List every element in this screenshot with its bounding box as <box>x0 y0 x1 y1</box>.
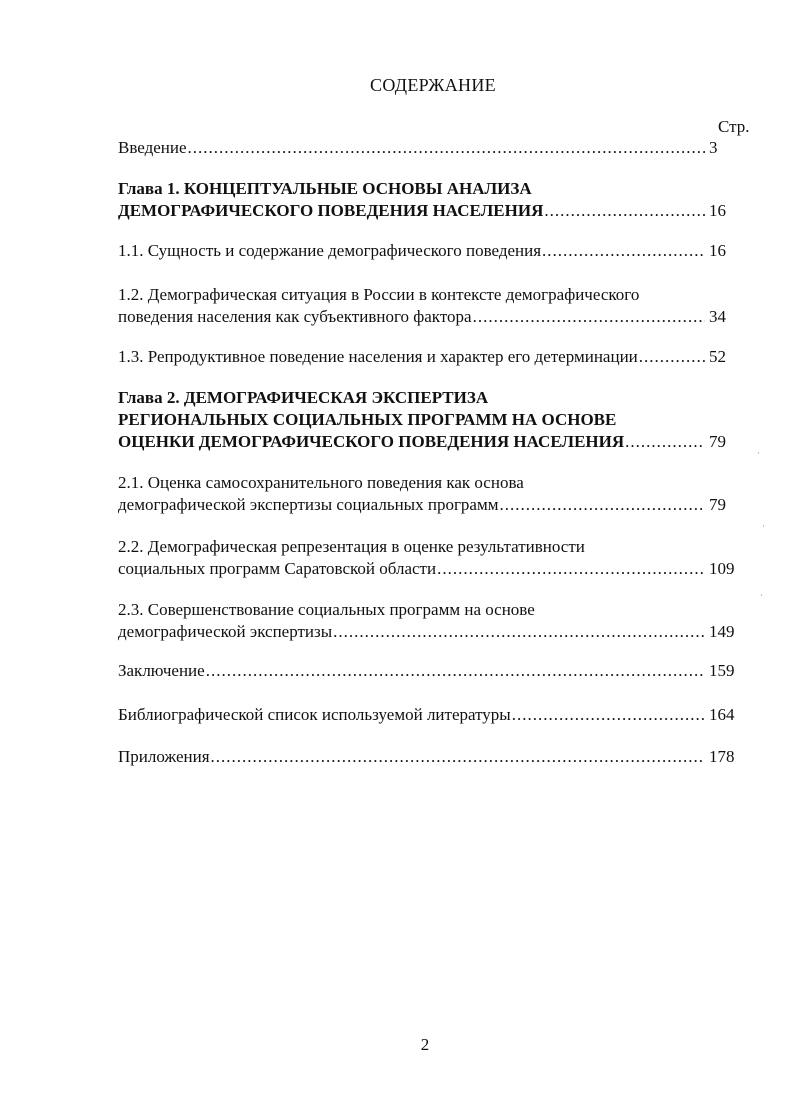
toc-page-number: 34 <box>709 307 726 326</box>
toc-leader-dots <box>333 621 705 643</box>
toc-entry <box>118 284 743 328</box>
toc-entry-text: Введение <box>118 138 187 157</box>
toc-page-number: 52 <box>709 347 726 366</box>
toc-entry-line <box>118 346 743 368</box>
toc-entry-text: 1.3. Репродуктивное поведение населения и характер его детерминации <box>118 347 638 366</box>
toc-leader-dots <box>206 660 705 682</box>
toc-entry-line <box>118 200 743 222</box>
toc-leader-dots <box>499 494 705 516</box>
toc-entry <box>118 599 743 643</box>
toc-entry-line <box>118 472 743 494</box>
toc-entry-line <box>118 409 743 431</box>
toc-entry-text: 2.2. Демографическая репрезентация в оценке результативности <box>118 537 585 556</box>
toc-page-number: 178 <box>709 747 735 766</box>
toc-page-number: 16 <box>709 241 726 260</box>
page-column-label: Стр. <box>718 117 750 136</box>
toc-entry-text: демографической экспертизы <box>118 622 333 641</box>
toc-entry <box>118 387 743 453</box>
toc-entry <box>118 536 743 580</box>
toc-page-number: 164 <box>709 705 735 724</box>
toc-page-number: 109 <box>709 559 735 578</box>
toc-entry-text: Заключение <box>118 661 205 680</box>
toc-entry-text: 2.3. Совершенствование социальных программ на основе <box>118 600 535 619</box>
toc-entry-text: поведения населения как субъективного фактора <box>118 307 472 326</box>
toc-entry-line <box>118 431 743 453</box>
toc-page-number: 79 <box>709 495 726 514</box>
scan-speck: · <box>757 448 760 458</box>
toc-entry-text: ОЦЕНКИ ДЕМОГРАФИЧЕСКОГО ПОВЕДЕНИЯ НАСЕЛЕНИЯ <box>118 432 625 451</box>
toc-leader-dots <box>625 431 705 453</box>
toc-entry <box>118 178 743 222</box>
toc-entry-text: Библиографической список используемой литературы <box>118 705 511 724</box>
toc-leader-dots <box>188 137 705 159</box>
toc-entry-text: РЕГИОНАЛЬНЫХ СОЦИАЛЬНЫХ ПРОГРАММ НА ОСНОВЕ <box>118 410 617 429</box>
toc-entry-text: 2.1. Оценка самосохранительного поведения как основа <box>118 473 524 492</box>
toc-page-number: 149 <box>709 622 735 641</box>
toc-entry <box>118 240 743 262</box>
toc-leader-dots <box>639 346 705 368</box>
toc-entry-line <box>118 621 743 643</box>
toc-entry-text: социальных программ Саратовской области <box>118 559 437 578</box>
toc-page-number: 79 <box>709 432 726 451</box>
toc-entry-line <box>118 494 743 516</box>
toc-entry-line <box>118 284 743 306</box>
toc-leader-dots <box>211 746 705 768</box>
toc-entry-line <box>118 746 743 768</box>
toc-entry <box>118 472 743 516</box>
toc-entry-text: 1.1. Сущность и содержание демографического поведения <box>118 241 542 260</box>
toc-entry-line <box>118 599 743 621</box>
toc-entry-text: Глава 2. ДЕМОГРАФИЧЕСКАЯ ЭКСПЕРТИЗА <box>118 388 489 407</box>
toc-page-number: 159 <box>709 661 735 680</box>
toc-page-number: 3 <box>709 138 718 157</box>
toc-entry-line <box>118 704 743 726</box>
toc-entry-line <box>118 137 743 159</box>
toc-entry-line <box>118 306 743 328</box>
toc-entry-text: ДЕМОГРАФИЧЕСКОГО ПОВЕДЕНИЯ НАСЕЛЕНИЯ <box>118 201 544 220</box>
toc-entry-line <box>118 178 743 200</box>
toc-leader-dots <box>473 306 705 328</box>
toc-entry-text: 1.2. Демографическая ситуация в России в контексте демографического <box>118 285 640 304</box>
toc-entry-line <box>118 660 743 682</box>
toc-leader-dots <box>544 200 705 222</box>
toc-entry <box>118 704 743 726</box>
toc-entry-line <box>118 536 743 558</box>
toc-entry-text: демографической экспертизы социальных программ <box>118 495 499 514</box>
toc-entry-text: Глава 1. КОНЦЕПТУАЛЬНЫЕ ОСНОВЫ АНАЛИЗА <box>118 179 532 198</box>
page-title: СОДЕРЖАНИЕ <box>370 75 496 95</box>
toc-leader-dots <box>542 240 705 262</box>
toc-entry <box>118 346 743 368</box>
scan-speck: · <box>760 590 763 600</box>
toc-entry-text: Приложения <box>118 747 210 766</box>
page-number: 2 <box>420 1035 430 1054</box>
scan-speck: · <box>762 521 765 531</box>
toc-entry-line <box>118 387 743 409</box>
toc-page-number: 16 <box>709 201 726 220</box>
toc-leader-dots <box>437 558 705 580</box>
toc-entry-line <box>118 240 743 262</box>
toc-leader-dots <box>512 704 705 726</box>
toc-entry-line <box>118 558 743 580</box>
toc-entry <box>118 137 743 159</box>
toc-entry <box>118 746 743 768</box>
toc-entry <box>118 660 743 682</box>
